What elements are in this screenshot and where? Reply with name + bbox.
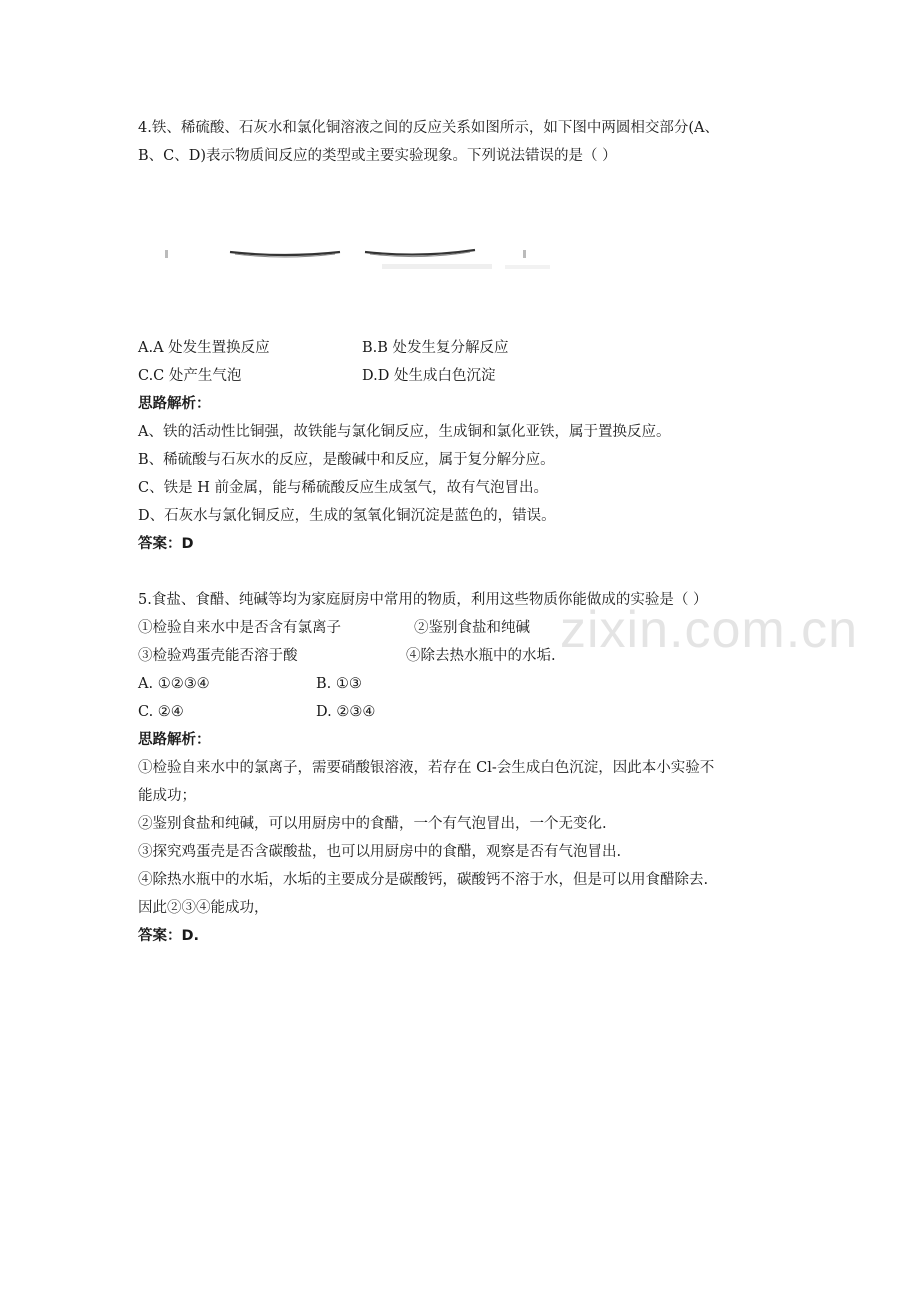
q5-option-b: B. ①③ <box>316 676 362 692</box>
watermark: zixin.com.cn <box>560 601 859 659</box>
q5-item-4: ④除去热水瓶中的水垢. <box>406 648 556 664</box>
q5-analysis-line: ③探究鸡蛋壳是否含碳酸盐，也可以用厨房中的食醋，观察是否有气泡冒出. <box>138 844 622 860</box>
q4-analysis-line: C、铁是 H 前金属，能与稀硫酸反应生成氢气，故有气泡冒出。 <box>138 480 548 496</box>
q5-analysis-line: ①检验自来水中的氯离子，需要硝酸银溶液，若存在 Cl-会生成白色沉淀，因此本小实验不 <box>138 760 715 776</box>
q4-stem-line1: 4.铁、稀硫酸、石灰水和氯化铜溶液之间的反应关系如图所示，如下图中两圆相交部分(A、 <box>138 120 719 136</box>
q4-stem-line2: B、C、D)表示物质间反应的类型或主要实验现象。下列说法错误的是（ ） <box>138 148 617 164</box>
q4-analysis-line: B、稀硫酸与石灰水的反应，是酸碱中和反应，属于复分解分应。 <box>138 452 555 468</box>
q5-item-3: ③检验鸡蛋壳能否溶于酸 <box>138 648 298 664</box>
q5-item-2: ②鉴别食盐和纯碱 <box>414 620 530 636</box>
q5-analysis-line: 因此②③④能成功， <box>138 900 269 916</box>
q4-analysis-title: 思路解析： <box>138 396 211 412</box>
q4-option-c: C.C 处产生气泡 <box>138 368 242 384</box>
q5-analysis-line: ④除热水瓶中的水垢，水垢的主要成分是碳酸钙，碳酸钙不溶于水，但是可以用食醋除去. <box>138 872 709 888</box>
q5-item-1: ①检验自来水中是否含有氯离子 <box>138 620 341 636</box>
q5-analysis-title: 思路解析： <box>138 732 211 748</box>
q5-analysis-line: ②鉴别食盐和纯碱，可以用厨房中的食醋，一个有气泡冒出，一个无变化. <box>138 816 607 832</box>
q5-option-c: C. ②④ <box>138 704 184 720</box>
q5-analysis-line: 能成功； <box>138 788 196 804</box>
q4-option-d: D.D 处生成白色沉淀 <box>362 368 496 384</box>
q5-stem: 5.食盐、食醋、纯碱等均为家庭厨房中常用的物质，利用这些物质你能做成的实验是（ ） <box>138 592 708 608</box>
q5-option-a: A. ①②③④ <box>138 676 210 692</box>
q4-option-a: A.A 处发生置换反应 <box>138 340 270 356</box>
q4-analysis-line: D、石灰水与氯化铜反应，生成的氢氧化铜沉淀是蓝色的，错误。 <box>138 508 556 524</box>
reaction-diagram-image <box>160 238 560 278</box>
q4-analysis-line: A、铁的活动性比铜强，故铁能与氯化铜反应，生成铜和氯化亚铁，属于置换反应。 <box>138 424 671 440</box>
q5-answer: 答案：D. <box>138 928 200 944</box>
q4-option-b: B.B 处发生复分解反应 <box>362 340 509 356</box>
q4-answer: 答案：D <box>138 536 194 552</box>
q5-option-d: D. ②③④ <box>316 704 376 720</box>
